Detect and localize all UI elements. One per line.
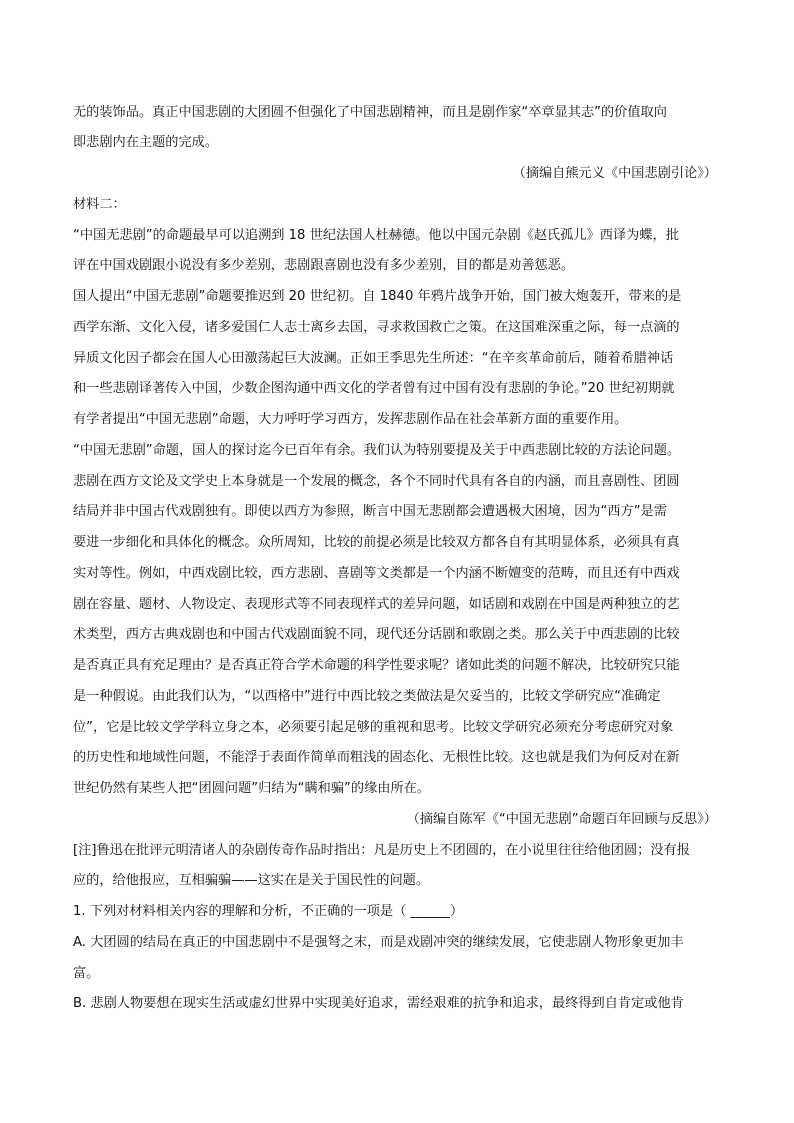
paragraph-line: 无的装饰品。真正中国悲剧的大团圆不但强化了中国悲剧精神，而且是剧作家“卒章显其志”的价值取向 xyxy=(73,105,667,120)
paragraph-line: 是否真正具有充足理由？是否真正符合学术命题的科学性要求呢？诸如此类的问题不解决，比较研究只能 xyxy=(73,658,680,673)
paragraph-line: 异质文化因子都会在国人心田激荡起巨大波澜。正如王季思先生所述：“在辛亥革命前后，随着希腊神话 xyxy=(73,351,674,366)
source-citation: （摘编自熊元义《中国悲剧引论》） xyxy=(512,166,717,181)
paragraph-line: 结局并非中国古代戏剧独有。即使以西方为参照，断言中国无悲剧都会遭遇极大困境，因为“西方”是需 xyxy=(73,504,667,519)
paragraph-line: “中国无悲剧”命题，国人的探讨迄今已百年有余。我们认为特别要提及关于中西悲剧比较的方法论问题。 xyxy=(73,443,681,458)
note-line: 应的，给他报应，互相骗骗——这实在是关于国民性的问题。 xyxy=(73,873,430,888)
paragraph-line: 西学东渐、文化入侵，诸多爱国仁人志士离乡去国，寻求救国救亡之策。在这国难深重之际，每一点滴的 xyxy=(73,320,680,335)
paragraph-line: 评在中国戏剧跟小说没有多少差别，悲剧跟喜剧也没有多少差别，目的都是劝善惩恶。 xyxy=(73,258,575,273)
paragraph-line: 悲剧在西方文论及文学史上本身就是一个发展的概念，各个不同时代具有各自的内涵，而且喜剧性、团圆 xyxy=(73,474,680,489)
paragraph-line: 术类型，西方古典戏剧也和中国古代戏剧面貌不同，现代还分话剧和歌剧之类。那么关于中西悲剧的比较 xyxy=(73,627,680,642)
paragraph-line: 剧在容量、题材、人物设定、表现形式等不同表现样式的差异问题，如话剧和戏剧在中国是两种独立的艺 xyxy=(73,597,680,612)
section-heading: 材料二： xyxy=(73,197,126,212)
paragraph-line: 即悲剧内在主题的完成。 xyxy=(73,135,219,150)
paragraph-line: “中国无悲剧”的命题最早可以追溯到 18 世纪法国人杜赫德。他以中国元杂剧《赵氏孤儿》西译为蝶，批 xyxy=(73,228,679,243)
paragraph-line: 要进一步细化和具体化的概念。众所周知，比较的前提必须是比较双方都各自有其明显体系，必须具有真 xyxy=(73,535,680,550)
paragraph-line: 国人提出“中国无悲剧”命题要推迟到 20 世纪初。自 1840 年鸦片战争开始，国门被大炮轰开，带来的是 xyxy=(73,289,682,304)
option-a: A. 大团圆的结局在真正的中国悲剧中不是强弩之末，而是戏剧冲突的继续发展，它使悲剧人物形象更加丰 xyxy=(73,935,684,950)
question-stem: 1. 下列对材料相关内容的理解和分析，不正确的一项是（ ______） xyxy=(73,904,464,919)
paragraph-line: 实对等性。例如，中西戏剧比较，西方悲剧、喜剧等文类都是一个内涵不断嬗变的范畴，而且还有中西戏 xyxy=(73,566,680,581)
note-line: [注]鲁迅在批评元明清诸人的杂剧传奇作品时指出：凡是历史上不团圆的，在小说里往往给他团圆；没有报 xyxy=(73,843,690,858)
paragraph-line: 是一种假说。由此我们认为，“以西格中”进行中西比较之类做法是欠妥当的，比较文学研究应“准确定 xyxy=(73,689,661,704)
paragraph-line: 位”，它是比较文学学科立身之本，必须要引起足够的重视和思考。比较文学研究必须充分考虑研究对象 xyxy=(73,720,674,735)
source-citation: （摘编自陈军《“中国无悲剧”命题百年回顾与反思》） xyxy=(406,812,717,827)
paragraph-line: 世纪仍然有某些人把“团圆问题”归结为“瞒和骗”的缘由所在。 xyxy=(73,781,431,796)
paragraph-line: 有学者提出“中国无悲剧”命题，大力呼吁学习西方，发挥悲剧作品在社会革新方面的重要作用。 xyxy=(73,412,628,427)
option-b: B. 悲剧人物要想在现实生活或虚幻世界中实现美好追求，需经艰难的抗争和追求，最终得到自肯定或他肯 xyxy=(73,996,684,1011)
paragraph-line: 和一些悲剧译著传入中国，少数企图沟通中西文化的学者曾有过中国有没有悲剧的争论。”20 世纪初期就 xyxy=(73,381,675,396)
option-a: 富。 xyxy=(73,966,100,981)
paragraph-line: 的历史性和地域性问题，不能浮于表面作简单而粗浅的固态化、无根性比较。这也就是我们为何反对在新 xyxy=(73,750,680,765)
